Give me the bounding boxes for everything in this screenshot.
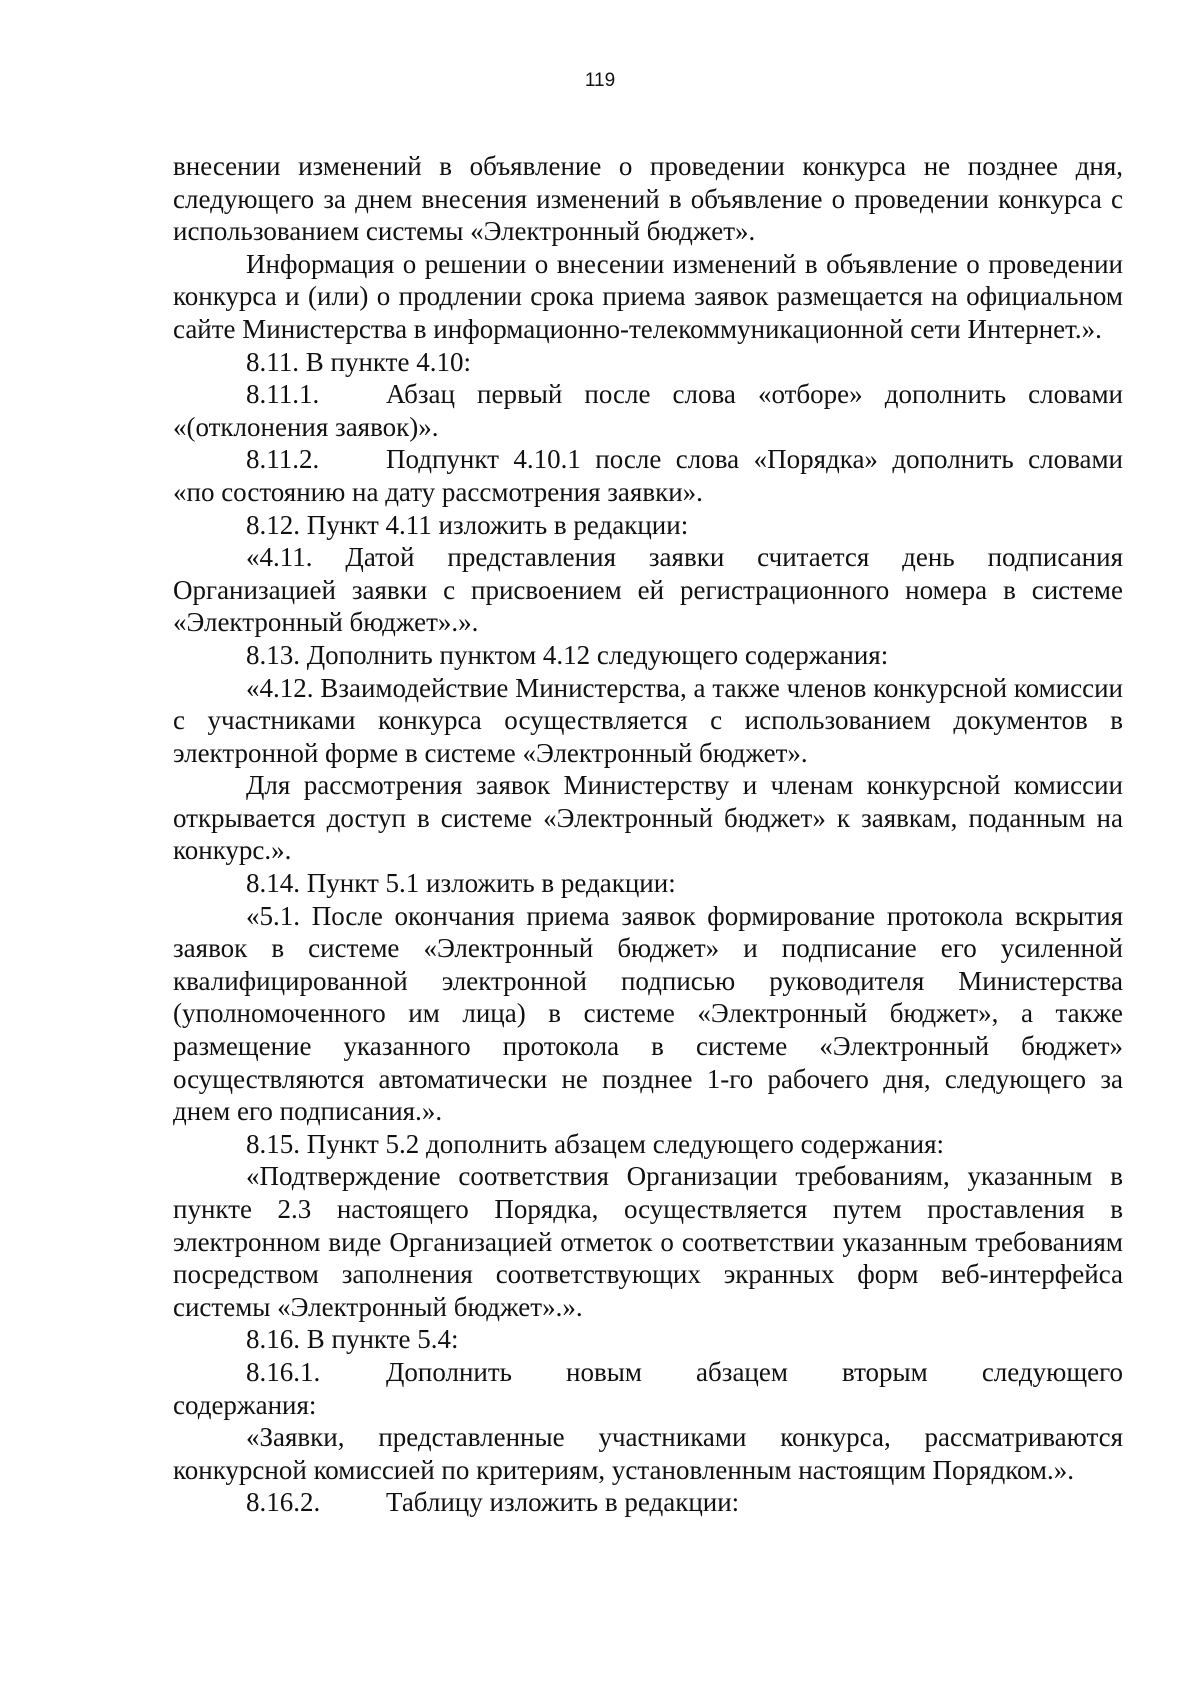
item-number: 8.16.2. — [246, 1487, 321, 1518]
paragraph-quote-4-11: «4.11. Датой представления заявки считается день подписания Организацией заявки с присвоением ей регистрационного номера в системе «Электронный бюджет».». — [173, 542, 1123, 638]
item-number: 8.11.1. — [246, 379, 320, 410]
item-first-line: Абзац первый после слова «отборе» дополнить словами — [386, 379, 1123, 410]
paragraph-quote-4-12: «4.12. Взаимодействие Министерства, а также членов конкурсной комиссии с участниками конкурса осуществляется с использованием документов в электронной форме в системе «Электронный бюджет». — [173, 672, 1123, 768]
item-first-line: Дополнить новым абзацем вторым следующего — [386, 1356, 1123, 1387]
item-8-11-1 — [173, 378, 1123, 411]
paragraph-quote-confirmation: «Подтверждение соответствия Организации требованиям, указанным в пункте 2.3 настоящего Порядка, осуществляется путем проставления в электронном виде Организацией отметок о соответствии указанным требованиям посредством заполнения соответствующих экранных форм веб-интерфейса системы «Электронный бюджет».». — [173, 1161, 1123, 1322]
item-continuation: «по состоянию на дату рассмотрения заявки». — [173, 476, 703, 507]
paragraph-8-15: 8.15. Пункт 5.2 дополнить абзацем следующего содержания: — [246, 1128, 945, 1159]
item-continuation: содержания: — [173, 1389, 317, 1420]
paragraph-quote-5-1: «5.1. После окончания приема заявок формирование протокола вскрытия заявок в системе «Электронный бюджет» и подписание его усиленной квалифицированной электронной подписью руководителя Министерства (уполномоченного им лица) в системе «Электронный бюджет», а также размещение указанного протокола в системе «Электронный бюджет» осуществляются автоматически не позднее 1-го рабочего дня, следующего за днем его подписания.». — [173, 900, 1123, 1127]
item-number: 8.11.2. — [246, 444, 320, 475]
paragraph-continuation: внесении изменений в объявление о проведении конкурса не позднее дня, следующего за днем внесения изменений в объявление о проведении конкурса с использованием системы «Электронный бюджет». — [173, 151, 1123, 247]
paragraph-8-11: 8.11. В пункте 4.10: — [246, 346, 471, 377]
item-8-11-2 — [173, 443, 1123, 476]
document-body — [173, 150, 1123, 1519]
paragraph-8-16: 8.16. В пункте 5.4: — [246, 1324, 459, 1355]
item-continuation: «(отклонения заявок)». — [173, 411, 439, 442]
paragraph-8-14: 8.14. Пункт 5.1 изложить в редакции: — [246, 868, 676, 899]
paragraph-info-publication: Информация о решении о внесении изменений в объявление о проведении конкурса и (или) о продлении срока приема заявок размещается на официальном сайте Министерства в информационно-телекоммуникационной сети Интернет.». — [173, 248, 1123, 344]
item-8-16-1 — [173, 1356, 1123, 1389]
paragraph-quote-applications: «Заявки, представленные участниками конкурса, рассматриваются конкурсной комиссией по критериям, установленным настоящим Порядком.». — [173, 1422, 1123, 1485]
paragraph-8-12: 8.12. Пункт 4.11 изложить в редакции: — [246, 509, 689, 540]
page-number: 119 — [584, 70, 616, 91]
item-8-16-2 — [173, 1486, 1123, 1519]
paragraph-access: Для рассмотрения заявок Министерству и членам конкурсной комиссии открывается доступ в системе «Электронный бюджет» к заявкам, поданным на конкурс.». — [173, 770, 1123, 866]
item-number: 8.16.1. — [246, 1356, 321, 1387]
item-first-line: Таблицу изложить в редакции: — [386, 1487, 740, 1518]
paragraph-8-13: 8.13. Дополнить пунктом 4.12 следующего содержания: — [246, 639, 889, 670]
item-first-line: Подпункт 4.10.1 после слова «Порядка» дополнить словами — [386, 444, 1123, 475]
